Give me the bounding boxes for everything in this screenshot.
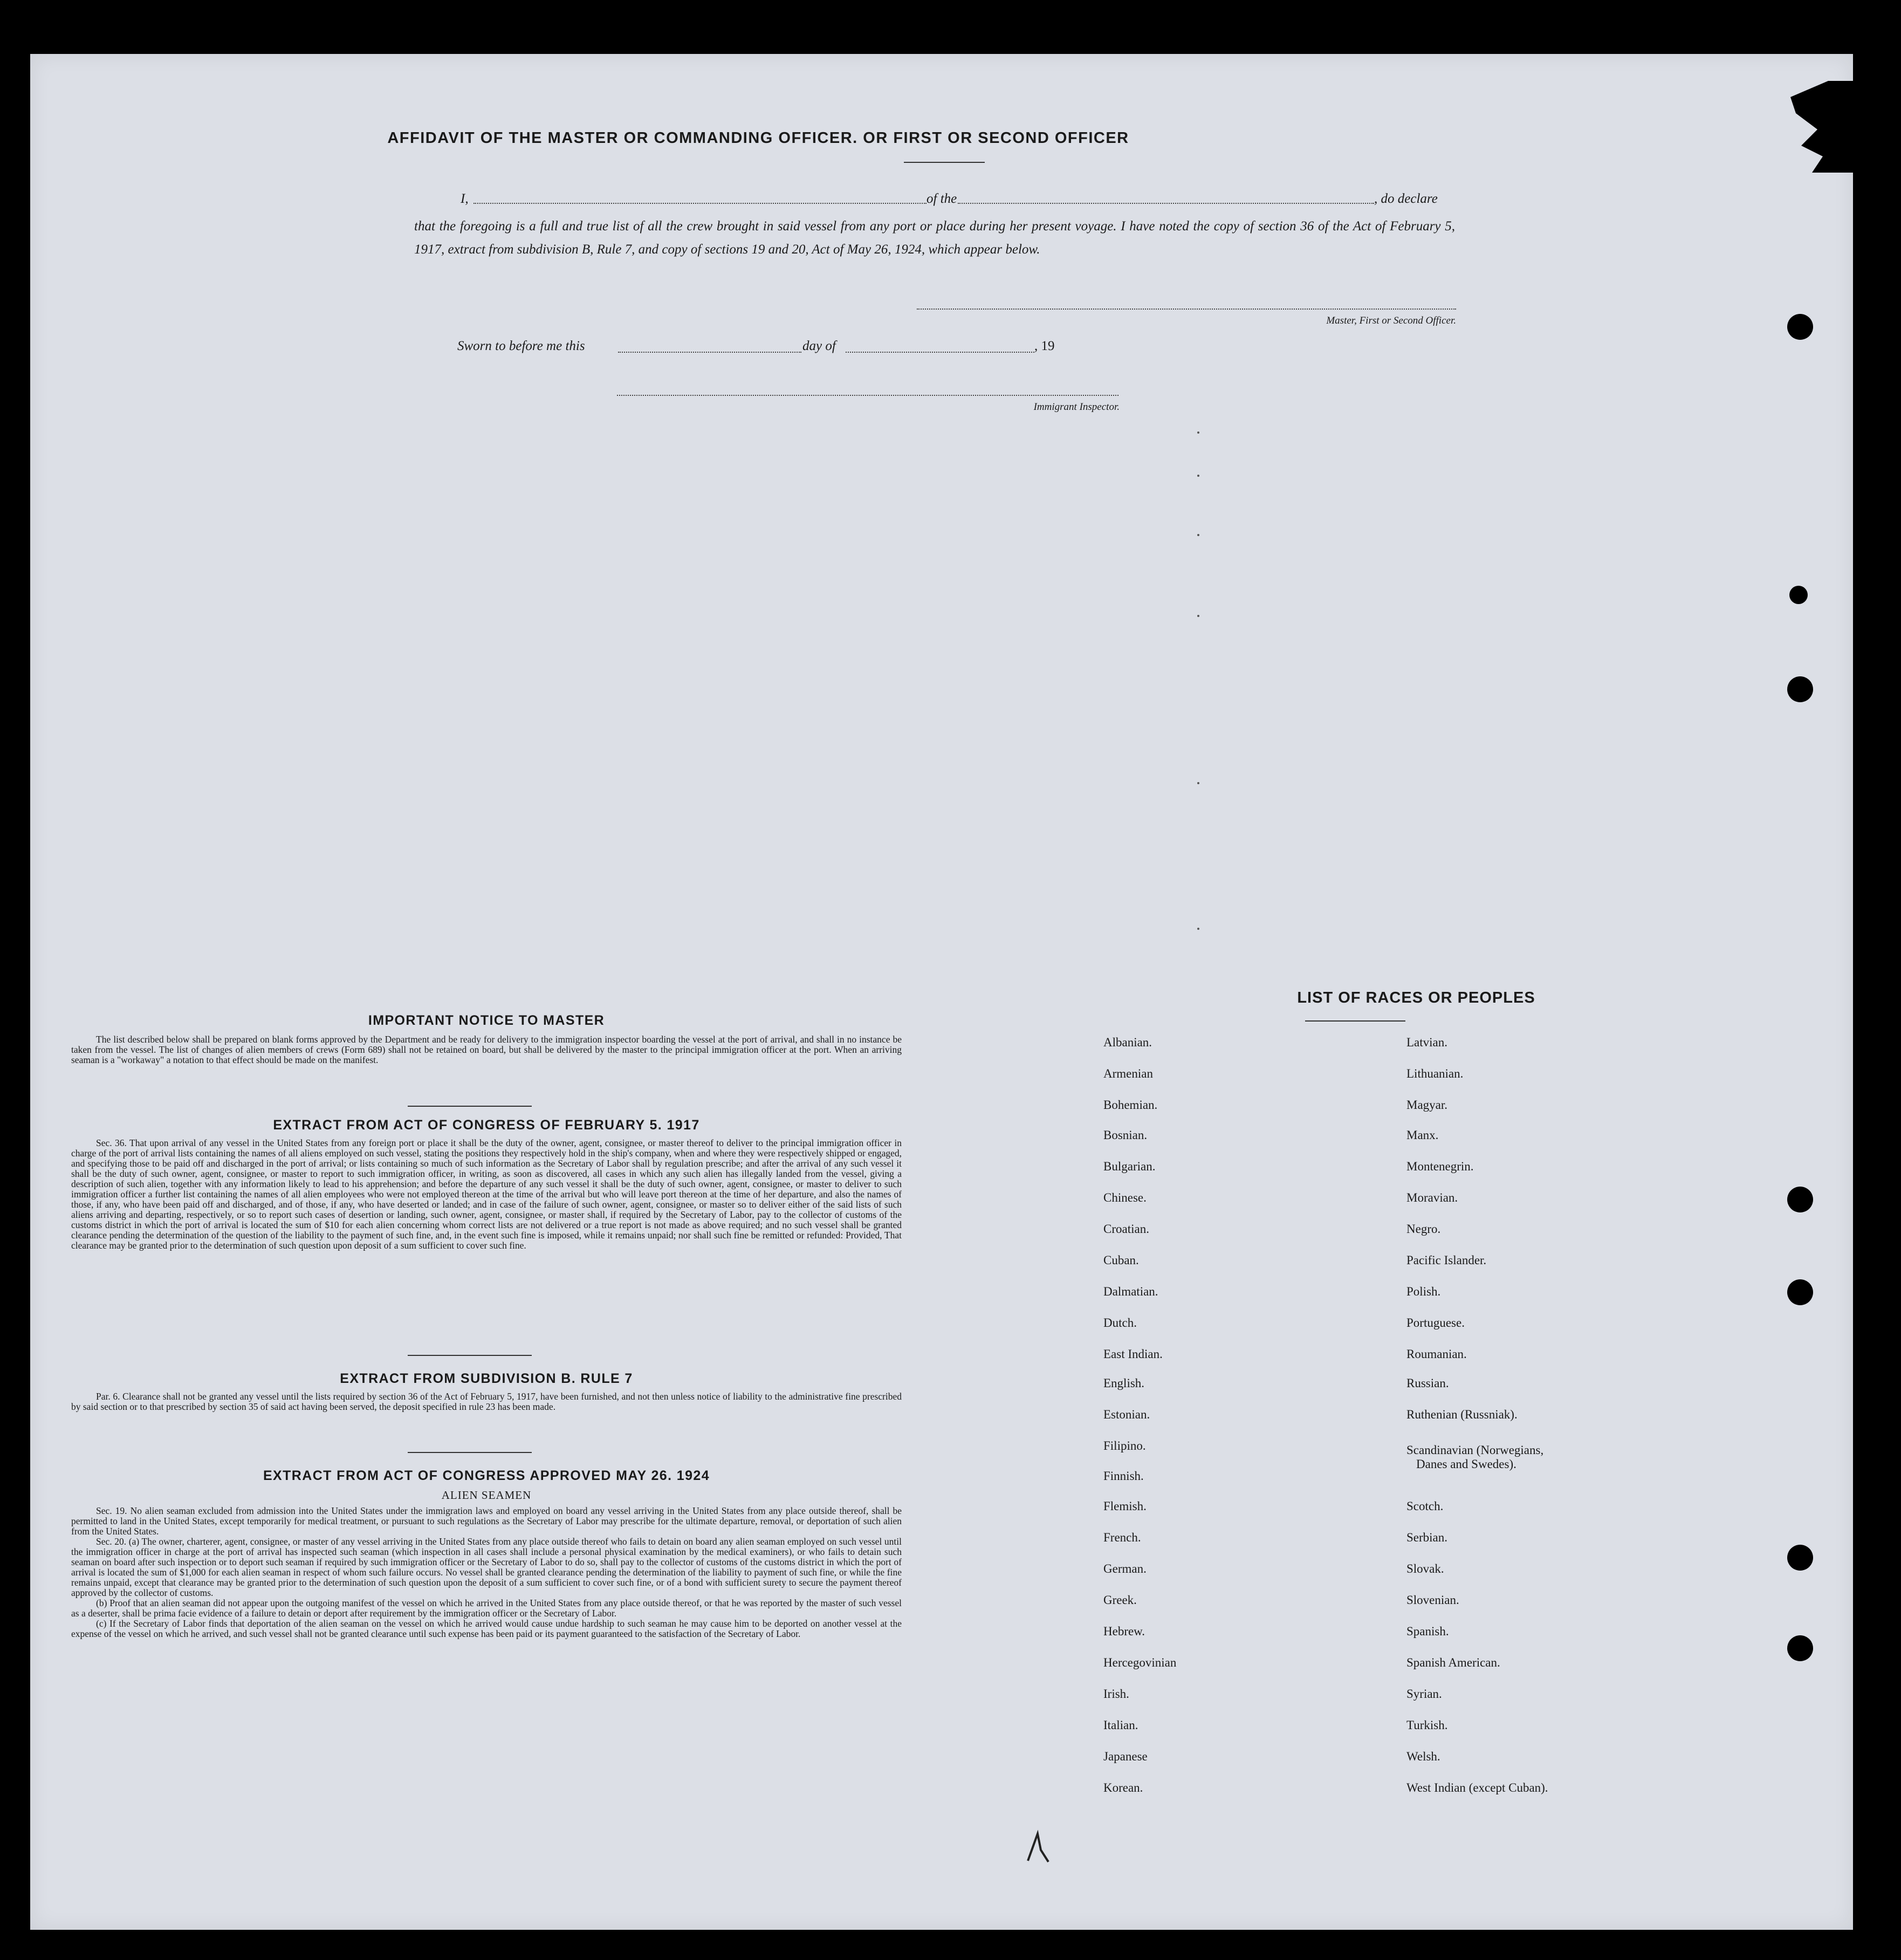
punch-hole: [1787, 1187, 1813, 1212]
extract-1917-divider: [408, 1355, 532, 1356]
day-blank-line: [618, 352, 801, 353]
year-prefix: , 19: [1034, 339, 1055, 353]
race-right-item: Scotch.: [1406, 1499, 1444, 1513]
extract-1917-text: Sec. 36. That upon arrival of any vessel in the United States from any foreign port or place it shall be the duty of the owner, agent, consignee, or master thereof to deliver to the principal immigration officer in charge of the port of arrival lists containing the names of all aliens employed on such vessel, stating the positions they respectively hold in the ship's company, when and where they were respectively shipped or engaged, and specifying those to be paid off and discharged in the port of arrival; or lists containing so much of such information as the Secretary of Labor shall by regulation prescribe; and after the arrival of any such vessel it shall be the duty of such owner, agent, consignee, or master to report to such immigration officer, in writing, as soon as discovered, all cases in which any such alien has illegally landed from the vessel, giving a description of such alien, together with any information likely to lead to his apprehension; and before the departure of any such vessel it shall be the duty of such owner, agent, consignee, or master to deliver to such immigration officer a further list containing the names of all alien employees who were not employed thereon at the time of the arrival but who will leave port thereon at the time of her departure, and also the names of those, if any, who have been paid off and discharged, and of those, if any, who have deserted or landed; and in case of the failure of such owner, agent, consignee, or master so to deliver either of the said lists of such aliens arriving and departing, respectively, or so to report such cases of desertion or landing, such owner, agent, consignee, or master shall, if required by the Secretary of Labor, pay to the collector of customs of the customs district in which the port of arrival is located the sum of $10 for each alien concerning whom correct lists are not delivered or a true report is not made as above required; and no such vessel shall be granted clearance pending the determination of the question of the liability to the payment of such fine, and, in the event such fine is imposed, while it remains unpaid; nor shall such fine be remitted or refunded: Provided, That clearance may be granted prior to the determination of such question upon deposit of a sum sufficient to cover such fine.: [71, 1137, 902, 1251]
race-right-item: Montenegrin.: [1406, 1160, 1474, 1173]
race-left-item: German.: [1103, 1562, 1147, 1575]
notice-divider: [408, 1106, 532, 1107]
race-left-item: Flemish.: [1103, 1499, 1147, 1513]
race-left-item: Estonian.: [1103, 1408, 1150, 1421]
vessel-blank-line: [958, 203, 1374, 204]
punch-hole: [1789, 586, 1808, 604]
day-of-label: day of: [802, 339, 836, 353]
torn-edge: [1780, 81, 1855, 173]
affidavit-body: that the foregoing is a full and true list of all the crew brought in said vessel from any port or place during her present voyage. I have noted the copy of section 36 of the Act of February 5, 1917, extract from subdivision B, Rule 7, and copy of sections 19 and 20, Act of May 26, 1924, which appear below.: [414, 219, 1455, 257]
race-left-item: French.: [1103, 1531, 1141, 1544]
race-left-item: Croatian.: [1103, 1222, 1149, 1236]
race-left-item: Irish.: [1103, 1687, 1129, 1701]
race-right-item: West Indian (except Cuban).: [1406, 1781, 1548, 1794]
notice-title: IMPORTANT NOTICE TO MASTER: [368, 1013, 605, 1028]
race-left-item: Albanian.: [1103, 1036, 1152, 1049]
affidavit-title: AFFIDAVIT OF THE MASTER OR COMMANDING OFFICER. OR FIRST OR SECOND OFFICER: [387, 129, 1129, 147]
race-left-item: Greek.: [1103, 1593, 1137, 1607]
race-right-item: Turkish.: [1406, 1718, 1448, 1732]
race-right-item: Ruthenian (Russniak).: [1406, 1408, 1518, 1421]
punch-hole: [1787, 1635, 1813, 1661]
race-right-item: Spanish American.: [1406, 1656, 1500, 1669]
race-right-item: Serbian.: [1406, 1531, 1448, 1544]
paper-speck: [1197, 431, 1199, 434]
sec-20c-text: (c) If the Secretary of Labor finds that deportation of the alien seaman on the vessel on which he arrived would cause undue hardship to such seaman he may cause him to be deported on another vessel at the expense of the vessel on which he arrived, and such vessel shall not be granted clearance until such expense has been paid or its payment guaranteed to the satisfaction of the Secretary of Labor.: [71, 1618, 902, 1639]
races-divider: [1305, 1020, 1405, 1022]
race-left-item: Chinese.: [1103, 1191, 1147, 1204]
race-right-item: Magyar.: [1406, 1098, 1448, 1112]
affidavit-do-declare: , do declare: [1374, 191, 1438, 206]
race-left-item: Bosnian.: [1103, 1128, 1148, 1142]
race-right-item: Negro.: [1406, 1222, 1441, 1236]
extract-1917-title: EXTRACT FROM ACT OF CONGRESS OF FEBRUARY 5. 1917: [273, 1118, 700, 1133]
punch-hole: [1787, 314, 1813, 340]
paper-speck: [1197, 928, 1199, 930]
race-right-item: Slovenian.: [1406, 1593, 1459, 1607]
race-left-item: East Indian.: [1103, 1347, 1163, 1361]
race-right-item: Slovak.: [1406, 1562, 1444, 1575]
sec-20b-text: (b) Proof that an alien seaman did not appear upon the outgoing manifest of the vessel on which he arrived in the United States from any place outside thereof, or that he was reported by the master of such vessel as a deserter, shall be prima facie evidence of a failure to detain or deport after requirement by the immigration officer or the Secretary of Labor.: [71, 1598, 902, 1619]
month-blank-line: [846, 352, 1034, 353]
paper-speck: [1197, 615, 1199, 617]
race-right-item: Pacific Islander.: [1406, 1253, 1487, 1267]
race-right-item: Polish.: [1406, 1285, 1441, 1298]
sec-20a-text: Sec. 20. (a) The owner, charterer, agent, consignee, or master of any vessel arriving in the United States from any place outside thereof who fails to detain on board any alien seaman employed on such vessel until the immigration officer in charge at the port of arrival has inspected such seaman (which inspection in all cases shall include a personal physical examination by the medical examiners), or who fails to detain such seaman on board after such inspection or to deport such seaman if required by such immigration officer or the Secretary of Labor to do so, shall pay to the collector of customs of the customs district in which the port of arrival is located the sum of $1,000 for each alien seaman in respect of whom such failure occurs. No vessel shall be granted clearance pending the determination of the liability to payment of such fine, or while the fine remains unpaid, except that clearance may be granted prior to the determination of such question upon the deposit of a sum sufficient to cover such fine, or of a bond with sufficient surety to secure the payment thereof approved by the collector of customs.: [71, 1536, 902, 1598]
title-divider: [904, 162, 985, 163]
race-left-item: English.: [1103, 1376, 1145, 1390]
race-right-item: Syrian.: [1406, 1687, 1442, 1701]
race-right-item: Latvian.: [1406, 1036, 1447, 1049]
extract-rule7-text: Par. 6. Clearance shall not be granted any vessel until the lists required by section 36 of the Act of February 5, 1917, have been furnished, and not then unless notice of liability to the administrative fine prescribed by said section or to that prescribed by section 35 of said act having been served, the deposit specified in rule 23 has been made.: [71, 1391, 902, 1412]
race-right-item: Spanish.: [1406, 1625, 1449, 1638]
race-left-item: Bohemian.: [1103, 1098, 1158, 1112]
punch-hole: [1787, 1279, 1813, 1305]
race-right-item: Lithuanian.: [1406, 1067, 1464, 1080]
races-title: LIST OF RACES OR PEOPLES: [1297, 989, 1535, 1006]
paper-speck: [1197, 475, 1199, 477]
punch-hole: [1787, 1545, 1813, 1571]
race-left-item: Dalmatian.: [1103, 1285, 1158, 1298]
race-left-item: Bulgarian.: [1103, 1160, 1156, 1173]
race-right-item: Moravian.: [1406, 1191, 1458, 1204]
race-left-item: Cuban.: [1103, 1253, 1139, 1267]
punch-hole: [1787, 676, 1813, 702]
name-blank-line: [473, 203, 927, 204]
extract-1924-subtitle: ALIEN SEAMEN: [441, 1489, 532, 1502]
race-left-item: Korean.: [1103, 1781, 1143, 1794]
race-right-item: Portuguese.: [1406, 1316, 1465, 1329]
inspector-signature-line: [617, 395, 1118, 396]
extract-1924-title: EXTRACT FROM ACT OF CONGRESS APPROVED MAY 26. 1924: [263, 1468, 710, 1483]
sec-19-text: Sec. 19. No alien seaman excluded from admission into the United States under the immigration laws and employed on board any vessel arriving in the United States from any place outside thereof, shall be permitted to land in the United States, except temporarily for medical treatment, or pursuant to such regulations as the Secretary of Labor may prescribe for the ultimate departure, removal, or deportation of such alien from the United States.: [71, 1505, 902, 1537]
race-right-item: Manx.: [1406, 1128, 1439, 1142]
race-right-item: Scandinavian (Norwegians,: [1406, 1443, 1544, 1457]
ink-mark: [1022, 1828, 1055, 1866]
race-left-item: Hercegovinian: [1103, 1656, 1177, 1669]
extract-rule7-title: EXTRACT FROM SUBDIVISION B. RULE 7: [340, 1371, 633, 1386]
inspector-label: Immigrant Inspector.: [1033, 401, 1120, 413]
race-left-item: Dutch.: [1103, 1316, 1137, 1329]
race-right-item: Russian.: [1406, 1376, 1449, 1390]
race-left-item: Japanese: [1103, 1750, 1148, 1763]
paper-speck: [1197, 534, 1199, 536]
race-left-item: Finnish.: [1103, 1469, 1144, 1483]
race-left-item: Filipino.: [1103, 1439, 1146, 1452]
sworn-label: Sworn to before me this: [457, 339, 585, 353]
master-signature-line: [917, 309, 1456, 310]
race-right-item: Roumanian.: [1406, 1347, 1467, 1361]
race-left-item: Hebrew.: [1103, 1625, 1145, 1638]
paper-speck: [1197, 782, 1199, 784]
extract-rule7-divider: [408, 1452, 532, 1453]
affidavit-i-label: I,: [461, 191, 469, 206]
affidavit-of-the-label: of the: [927, 191, 957, 206]
race-left-item: Italian.: [1103, 1718, 1138, 1732]
race-right-item: Welsh.: [1406, 1750, 1440, 1763]
notice-text: The list described below shall be prepared on blank forms approved by the Department and be ready for delivery to the immigration inspector boarding the vessel at the port of arrival, and shall in no instance be taken from the vessel. The list of changes of alien members of crews (Form 689) shall not be retained on board, but shall be delivered by the master to the principal immigration officer at the port. When an arriving seaman is a "workaway" a notation to that effect should be made on the manifest.: [71, 1034, 902, 1065]
extract-1924-text: [71, 1506, 902, 1639]
master-signature-label: Master, First or Second Officer.: [1326, 315, 1456, 326]
document-page: [30, 54, 1853, 1930]
race-right-item: Danes and Swedes).: [1416, 1457, 1516, 1471]
race-left-item: Armenian: [1103, 1067, 1153, 1080]
